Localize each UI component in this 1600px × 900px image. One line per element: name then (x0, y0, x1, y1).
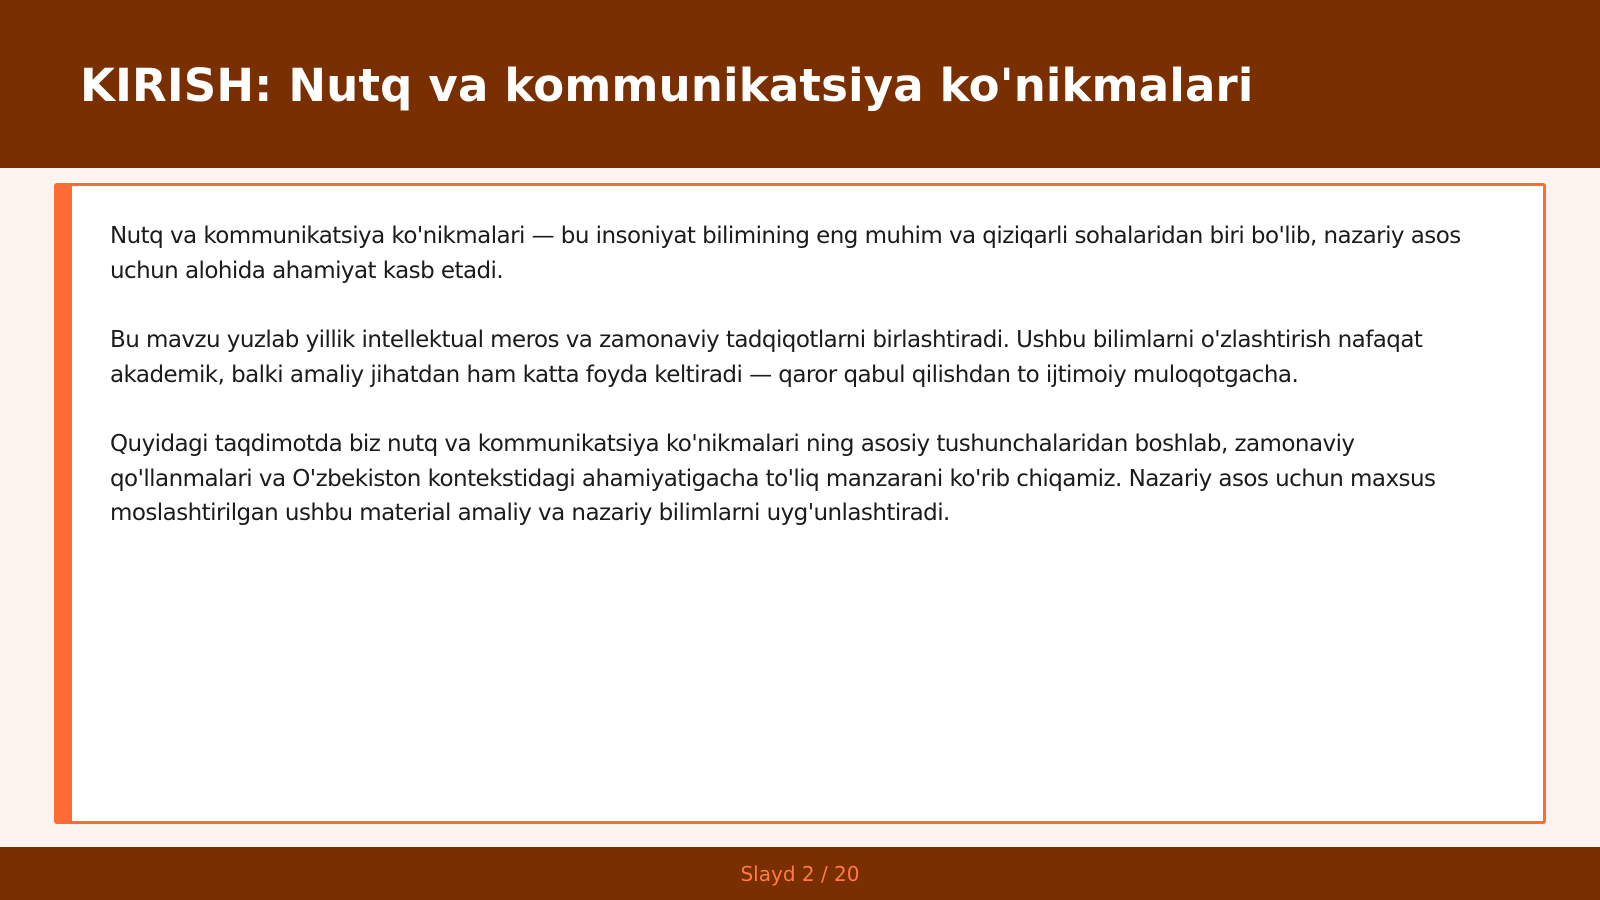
content-card (54, 183, 1546, 824)
intro-paragraph: Nutq va kommunikatsiya ko'nikmalari — bu insoniyat bilimining eng muhim va qiziqarli sohalaridan biri bo'lib, nazariy asos uchun alohida ahamiyat kasb etadi. (110, 223, 1461, 284)
heritage-paragraph: Bu mavzu yuzlab yillik intellektual meros va zamonaviy tadqiqotlarni birlashtiradi. Ushbu bilimlarni o'zlashtirish nafaqat akademik, balki amaliy jihatdan ham katta foyda keltiradi — qaror qabul qilishdan to ijtimoiy muloqotgacha. (110, 327, 1423, 388)
slide-header (0, 0, 1600, 168)
slide-number: Slayd 2 / 20 (740, 862, 860, 886)
slide-title: KIRISH: Nutq va kommunikatsiya ko'nikmalari (80, 59, 1254, 112)
slide-footer (0, 847, 1600, 900)
presentation-overview-paragraph: Quyidagi taqdimotda biz nutq va kommunikatsiya ko'nikmalari ning asosiy tushunchalaridan boshlab, zamonaviy qo'llanmalari va O'zbekiston kontekstidagi ahamiyatigacha to'liq manzarani ko'rib chiqamiz. Nazariy asos uchun maxsus moslashtirilgan ushbu material amaliy va nazariy bilimlarni uyg'unlashtiradi. (110, 431, 1436, 526)
